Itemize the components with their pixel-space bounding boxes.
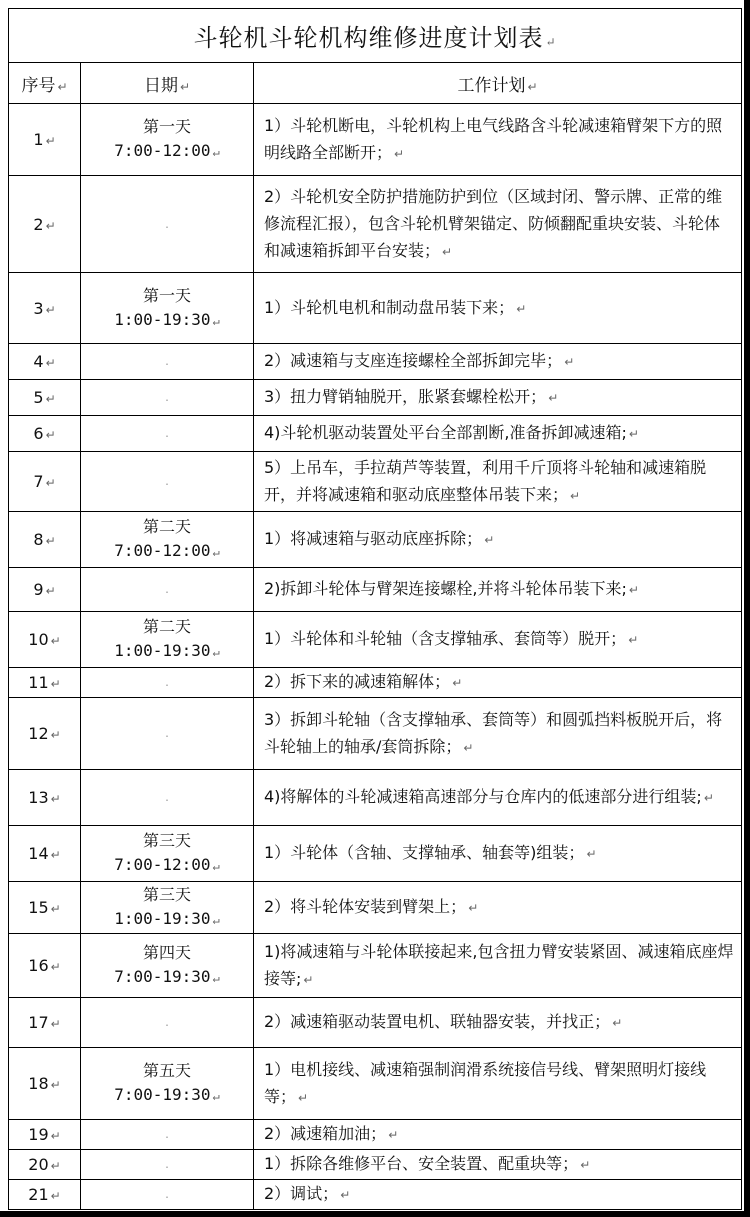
date-day: 第二天 [142, 517, 191, 536]
row-number [9, 770, 81, 826]
row-number [9, 452, 81, 512]
header-plan: 工作计划 ↵ [254, 63, 742, 104]
date-day: 第二天 [142, 617, 191, 636]
row-number-text: 17 [28, 1013, 49, 1032]
paragraph-mark: ↵ [463, 740, 474, 755]
empty-cell-mark: . [163, 729, 171, 740]
paragraph-mark: ↵ [212, 313, 220, 328]
empty-cell-mark: . [163, 793, 171, 804]
empty-cell-mark: . [163, 678, 171, 689]
paragraph-mark: ↵ [340, 1188, 351, 1202]
paragraph-mark: ↵ [50, 728, 61, 742]
row-number-text: 9 [33, 580, 44, 599]
plan-text: 1）电机接线、减速箱强制润滑系统接信号线、臂架照明灯接线等； [264, 1059, 707, 1106]
plan-text: 2)拆卸斗轮体与臂架连接螺栓,并将斗轮体吊装下来; [264, 579, 627, 598]
table-row [9, 512, 742, 568]
paragraph-mark: ↵ [586, 847, 597, 861]
empty-cell-mark: . [163, 393, 171, 404]
row-plan [254, 1180, 742, 1210]
plan-text: 1）斗轮机断电，斗轮机构上电气线路含斗轮减速箱臂架下方的照明线路全部断开； [264, 115, 723, 162]
plan-text: 4)斗轮机驱动装置处平台全部割断,准备拆卸减速箱; [264, 423, 627, 442]
paragraph-mark: ↵ [212, 1089, 220, 1103]
row-plan [254, 416, 742, 452]
row-plan [254, 998, 742, 1048]
row-number [9, 1048, 81, 1120]
row-plan [254, 176, 742, 273]
table-row [9, 273, 742, 344]
paragraph-mark: ↵ [442, 244, 453, 259]
empty-cell-mark: . [163, 1190, 171, 1201]
table-row [9, 612, 742, 668]
paragraph-mark: ↵ [50, 634, 61, 648]
table-row [9, 344, 742, 380]
row-date [81, 416, 254, 452]
paragraph-mark: ↵ [212, 859, 220, 873]
row-number-text: 20 [28, 1155, 49, 1174]
row-date [81, 176, 254, 273]
table-title: 斗轮机斗轮机构维修进度计划表 ↵ [9, 9, 742, 63]
paragraph-mark: ↵ [45, 218, 56, 233]
row-number [9, 104, 81, 176]
date-time-line [81, 139, 253, 164]
table-row [9, 380, 742, 416]
date-day: 第四天 [142, 943, 191, 962]
row-number [9, 344, 81, 380]
row-number [9, 380, 81, 416]
date-time-line [81, 639, 253, 664]
paragraph-mark: ↵ [394, 146, 405, 161]
row-number-text: 8 [33, 530, 44, 549]
row-number [9, 1150, 81, 1180]
paragraph-mark: ↵ [45, 356, 56, 370]
row-plan [254, 344, 742, 380]
table-row [9, 568, 742, 612]
row-date [81, 1048, 254, 1120]
date-time-line [81, 308, 253, 333]
row-number-text: 1 [33, 130, 44, 149]
row-date [81, 1150, 254, 1180]
table-row [9, 104, 742, 176]
row-number-text: 14 [28, 844, 49, 863]
row-number [9, 273, 81, 344]
paragraph-mark: ↵ [50, 960, 61, 974]
plan-text: 4)将解体的斗轮减速箱高速部分与仓库内的低速部分进行组装; [264, 787, 702, 806]
table-row [9, 416, 742, 452]
row-date [81, 612, 254, 668]
date-day: 第三天 [142, 831, 191, 850]
row-date [81, 452, 254, 512]
row-number-text: 2 [33, 214, 44, 234]
row-number [9, 176, 81, 273]
plan-text: 3）扭力臂销轴脱开，胀紧套螺栓松开； [264, 387, 547, 406]
row-plan [254, 1150, 742, 1180]
row-date [81, 668, 254, 698]
date-day: 第一天 [142, 117, 191, 136]
row-number-text: 4 [33, 352, 44, 371]
paragraph-mark: ↵ [50, 1078, 61, 1092]
plan-text: 1)将减速箱与斗轮体联接起来,包含扭力臂安装紧固、减速箱底座焊接等; [264, 941, 734, 988]
schedule-rows [9, 104, 742, 1210]
row-number [9, 568, 81, 612]
table-row [9, 770, 742, 826]
paragraph-mark: ↵ [45, 476, 56, 490]
empty-cell-mark: . [163, 219, 171, 231]
paragraph-mark: ↵ [612, 1016, 623, 1030]
row-date [81, 273, 254, 344]
paragraph-mark: ↵ [570, 488, 581, 503]
date-day: 第一天 [142, 285, 191, 305]
row-plan [254, 380, 742, 416]
paragraph-mark: ↵ [580, 1158, 591, 1172]
row-number [9, 826, 81, 882]
row-number-text: 10 [28, 630, 49, 649]
date-time-line [81, 539, 253, 564]
paragraph-mark: ↵ [45, 584, 56, 598]
date-time: 7:00-12:00 [114, 141, 211, 160]
empty-cell-mark: . [163, 357, 171, 368]
plan-text: 2）斗轮机安全防护措施防护到位（区域封闭、警示牌、正常的维修流程汇报），包含斗轮机臂架锚定、防倾翻配重块安装、斗轮体和减速箱拆卸平台安装； [264, 186, 723, 260]
row-date [81, 998, 254, 1048]
paragraph-mark: ↵ [45, 302, 56, 317]
date-time-line [81, 965, 253, 990]
paragraph-mark: ↵ [45, 534, 56, 548]
paragraph-mark: ↵ [548, 391, 559, 405]
row-date [81, 826, 254, 882]
row-plan [254, 512, 742, 568]
plan-text: 2）减速箱驱动装置电机、联轴器安装，并找正； [264, 1012, 611, 1031]
table-row [9, 452, 742, 512]
row-number-text: 19 [28, 1125, 49, 1144]
row-plan [254, 882, 742, 934]
header-row [9, 63, 742, 104]
plan-text: 1）斗轮体和斗轮轴（含支撑轴承、套筒等）脱开； [264, 629, 627, 648]
paragraph-mark: ↵ [468, 901, 479, 915]
row-plan [254, 934, 742, 998]
paragraph-mark: ↵ [50, 1189, 61, 1203]
paragraph-mark: ↵ [45, 134, 56, 148]
paragraph-mark: ↵ [50, 677, 61, 691]
table-row [9, 668, 742, 698]
paragraph-mark: ↵ [45, 428, 56, 442]
row-plan [254, 668, 742, 698]
row-plan [254, 104, 742, 176]
row-date [81, 380, 254, 416]
date-time: 7:00-19:30 [114, 967, 211, 986]
plan-text: 2）减速箱加油； [264, 1124, 387, 1143]
row-number [9, 1120, 81, 1150]
row-date [81, 1180, 254, 1210]
row-plan [254, 698, 742, 770]
plan-text: 2）调试； [264, 1184, 339, 1203]
paragraph-mark: ↵ [628, 633, 639, 647]
table-row [9, 826, 742, 882]
row-number-text: 13 [28, 788, 49, 807]
row-date [81, 104, 254, 176]
paragraph-mark: ↵ [50, 1159, 61, 1173]
date-day: 第五天 [142, 1061, 191, 1080]
empty-cell-mark: . [163, 429, 171, 440]
paragraph-mark: ↵ [50, 1129, 61, 1143]
row-number-text: 15 [28, 898, 49, 917]
date-time: 7:00-12:00 [114, 541, 211, 560]
row-date [81, 770, 254, 826]
row-number-text: 6 [33, 424, 44, 443]
row-number [9, 882, 81, 934]
row-number [9, 998, 81, 1048]
paragraph-mark: ↵ [50, 902, 61, 916]
date-time: 7:00-19:30 [114, 1085, 211, 1104]
header-no: 序号 ↵ [9, 63, 81, 104]
plan-text: 2）拆下来的减速箱解体； [264, 672, 451, 691]
row-number-text: 16 [28, 956, 49, 975]
table-row [9, 1180, 742, 1210]
table-row [9, 882, 742, 934]
row-date [81, 698, 254, 770]
plan-text: 1）将减速箱与驱动底座拆除； [264, 529, 483, 548]
row-plan [254, 770, 742, 826]
paragraph-mark: ↵ [564, 355, 575, 369]
table-row [9, 1120, 742, 1150]
paragraph-mark: ↵ [484, 533, 495, 547]
date-day: 第三天 [142, 885, 191, 904]
empty-cell-mark: . [163, 477, 171, 488]
date-time: 1:00-19:30 [114, 909, 211, 928]
row-number-text: 18 [28, 1074, 49, 1093]
row-plan [254, 826, 742, 882]
paragraph-mark: ↵ [452, 676, 463, 690]
row-number [9, 668, 81, 698]
paragraph-mark: ↵ [50, 792, 61, 806]
table-row [9, 1150, 742, 1180]
row-number-text: 3 [33, 298, 44, 318]
plan-text: 5）上吊车，手拉葫芦等装置，利用千斤顶将斗轮轴和减速箱脱开，并将减速箱和驱动底座整体吊装下来； [264, 457, 707, 504]
date-time: 7:00-12:00 [114, 855, 211, 874]
date-time-line [81, 853, 253, 878]
row-date [81, 882, 254, 934]
row-number-text: 12 [28, 724, 49, 743]
row-plan [254, 1120, 742, 1150]
empty-cell-mark: . [163, 1130, 171, 1141]
row-plan [254, 612, 742, 668]
table-row [9, 998, 742, 1048]
table-row [9, 176, 742, 273]
maintenance-schedule-table [8, 8, 742, 1210]
table-row [9, 934, 742, 998]
row-number-text: 11 [28, 673, 49, 692]
plan-text: 1）斗轮体（含轴、支撑轴承、轴套等)组装； [264, 843, 585, 862]
row-date [81, 512, 254, 568]
row-plan [254, 1048, 742, 1120]
row-number [9, 512, 81, 568]
empty-cell-mark: . [163, 1018, 171, 1029]
table-row [9, 1048, 742, 1120]
paragraph-mark: ↵ [516, 301, 527, 316]
paragraph-mark: ↵ [303, 972, 314, 987]
plan-text: 3）拆卸斗轮轴（含支撑轴承、套筒等）和圆弧挡料板脱开后，将斗轮轴上的轴承/套筒拆除； [264, 709, 723, 756]
row-plan [254, 273, 742, 344]
row-plan [254, 568, 742, 612]
row-date [81, 568, 254, 612]
paragraph-mark: ↵ [628, 427, 639, 441]
paragraph-mark: ↵ [388, 1128, 399, 1142]
empty-cell-mark: . [163, 585, 171, 596]
paragraph-mark: ↵ [212, 545, 220, 559]
row-number [9, 416, 81, 452]
row-date [81, 1120, 254, 1150]
date-time-line [81, 907, 253, 932]
date-time: 1:00-19:30 [114, 641, 211, 660]
plan-text: 2）将斗轮体安装到臂架上； [264, 897, 467, 916]
date-time-line [81, 1083, 253, 1108]
paragraph-mark: ↵ [212, 645, 220, 659]
plan-text: 1）拆除各维修平台、安全装置、配重块等； [264, 1154, 579, 1173]
row-number [9, 934, 81, 998]
plan-text: 2）减速箱与支座连接螺栓全部拆卸完毕； [264, 351, 563, 370]
row-date [81, 344, 254, 380]
empty-cell-mark: . [163, 1160, 171, 1171]
row-plan [254, 452, 742, 512]
paragraph-mark: ↵ [212, 913, 220, 927]
title-row [9, 9, 742, 63]
paragraph-mark: ↵ [212, 971, 220, 985]
row-number [9, 1180, 81, 1210]
paragraph-mark: ↵ [703, 791, 714, 805]
row-number-text: 5 [33, 388, 44, 407]
paragraph-mark: ↵ [45, 392, 56, 406]
paragraph-mark: ↵ [628, 583, 639, 597]
paragraph-mark: ↵ [50, 848, 61, 862]
row-number-text: 21 [28, 1185, 49, 1204]
header-date: 日期 ↵ [81, 63, 254, 104]
table-row [9, 698, 742, 770]
paragraph-mark: ↵ [298, 1090, 309, 1105]
row-number [9, 612, 81, 668]
row-number-text: 7 [33, 472, 44, 491]
paragraph-mark: ↵ [212, 145, 220, 159]
paragraph-mark: ↵ [50, 1017, 61, 1031]
row-date [81, 934, 254, 998]
plan-text: 1）斗轮机电机和制动盘吊装下来； [264, 297, 515, 317]
row-number [9, 698, 81, 770]
date-time: 1:00-19:30 [114, 309, 211, 329]
